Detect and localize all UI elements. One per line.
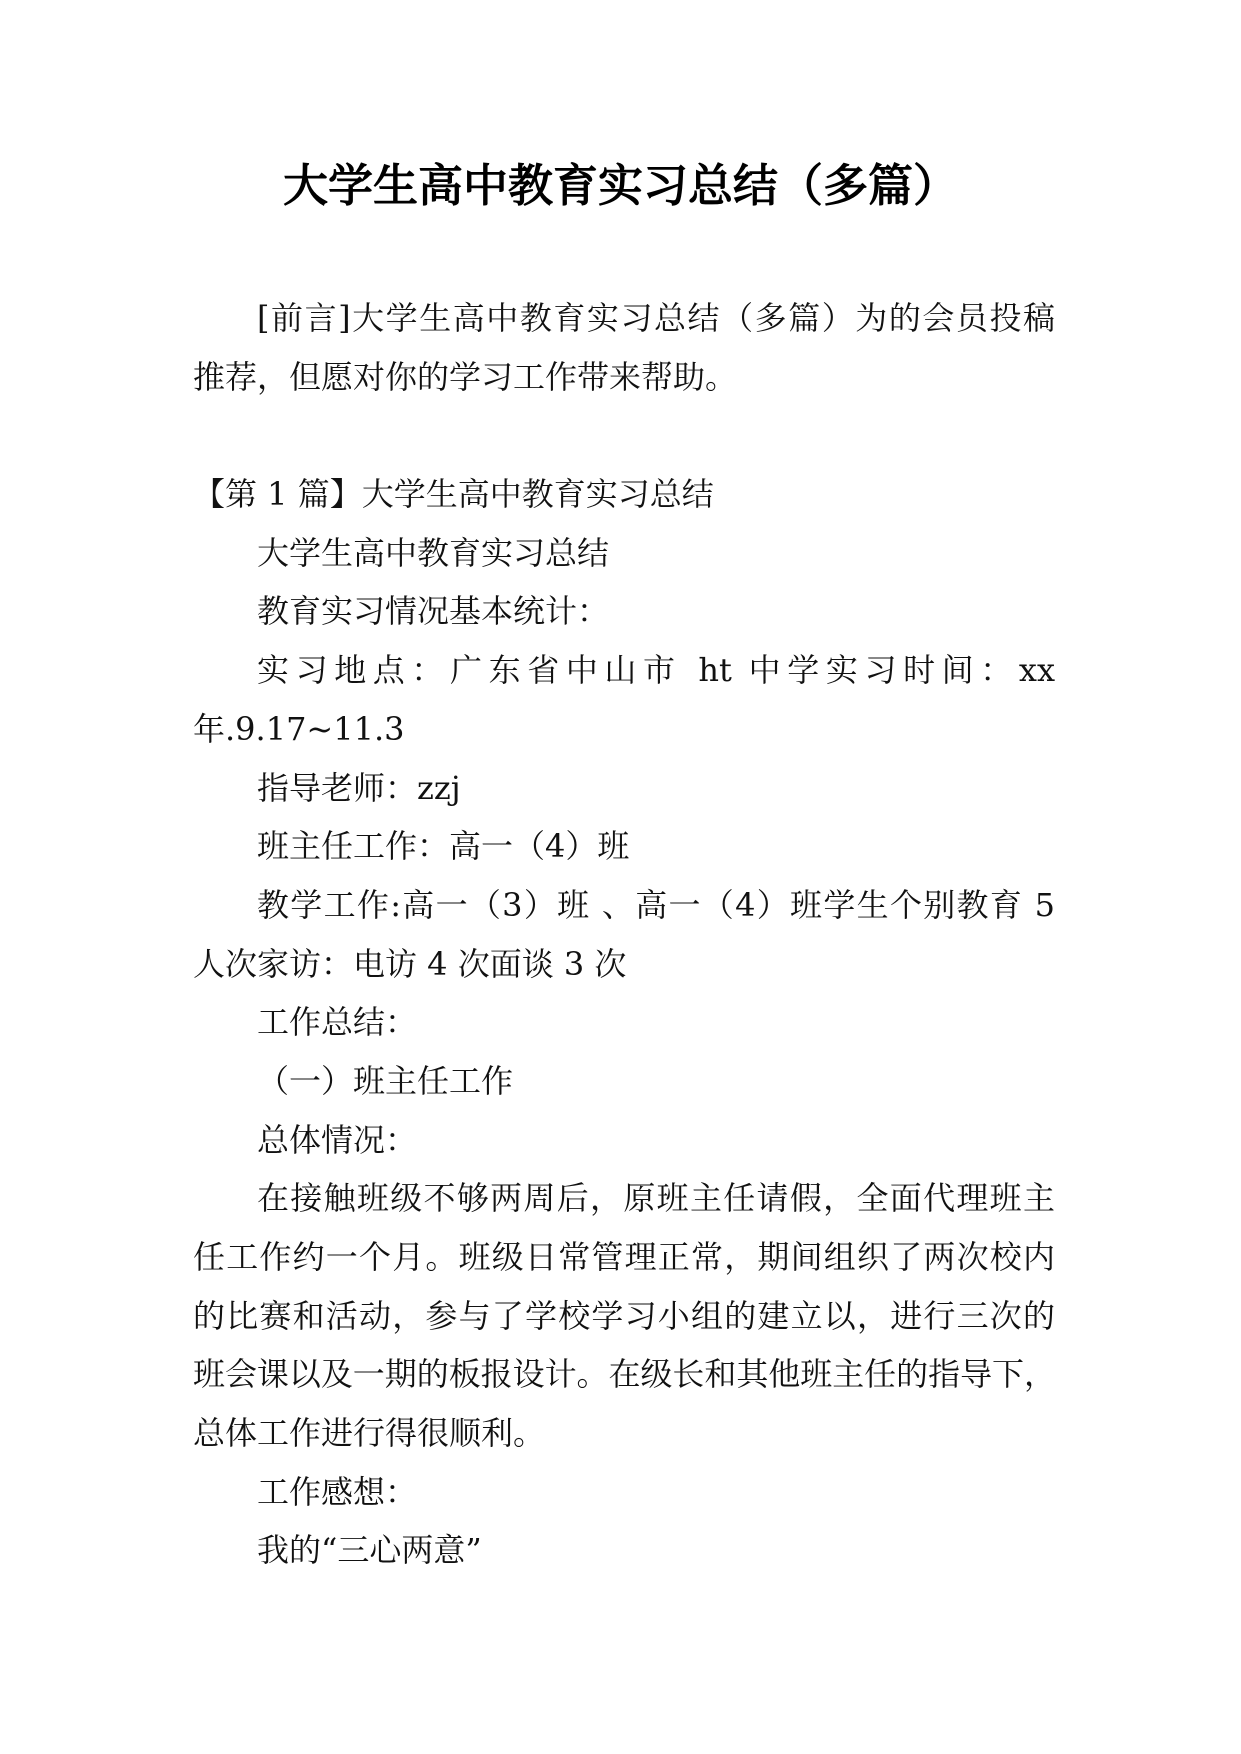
overall-heading: 总体情况： [257,1120,418,1159]
teaching-paragraph [193,876,1055,993]
overall-paragraph [193,1169,1055,1462]
preface-line: [前言]大学生高中教育实习总结（多篇）为的会员投稿 [257,299,1055,337]
document-body [193,289,1055,1580]
blank-line [193,406,1055,465]
location-line: 实习地点：广东省中山市 ht 中学实习时间：xx [257,651,1055,690]
location-line: 年.9.17~11.3 [193,709,405,748]
section-heading: （一）班主任工作 [257,1061,514,1100]
summary-heading: 工作总结： [257,1003,418,1042]
stats-heading: 教育实习情况基本统计： [257,592,610,631]
location-paragraph [193,641,1055,758]
homeroom-line: 班主任工作：高一（4）班 [257,827,630,866]
overall-line: 在接触班级不够两周后，原班主任请假，全面代理班主 [257,1179,1055,1218]
reflection-subtitle: 我的“三心两意” [257,1531,482,1570]
advisor-line: 指导老师：zzj [257,768,461,807]
overall-line: 任工作约一个月。班级日常管理正常，期间组织了两次校内 [193,1238,1055,1276]
overall-line: 的比赛和活动，参与了学校学习小组的建立以，进行三次的 [193,1296,1055,1335]
teaching-line: 人次家访：电访 4 次面谈 3 次 [193,944,627,983]
preface-paragraph [193,289,1055,406]
article-heading: 【第 1 篇】大学生高中教育实习总结 [193,475,714,514]
preface-line: 推荐，但愿对你的学习工作带来帮助。 [193,357,738,396]
article-subtitle: 大学生高中教育实习总结 [257,533,610,572]
reflection-heading: 工作感想： [257,1472,418,1511]
teaching-line: 教学工作:高一（3）班 、高一（4）班学生个别教育 5 [257,885,1055,924]
overall-line: 总体工作进行得很顺利。 [193,1414,546,1453]
document-title: 大学生高中教育实习总结（多篇） [282,159,958,212]
overall-line: 班会课以及一期的板报设计。在级长和其他班主任的指导下， [193,1355,1055,1394]
